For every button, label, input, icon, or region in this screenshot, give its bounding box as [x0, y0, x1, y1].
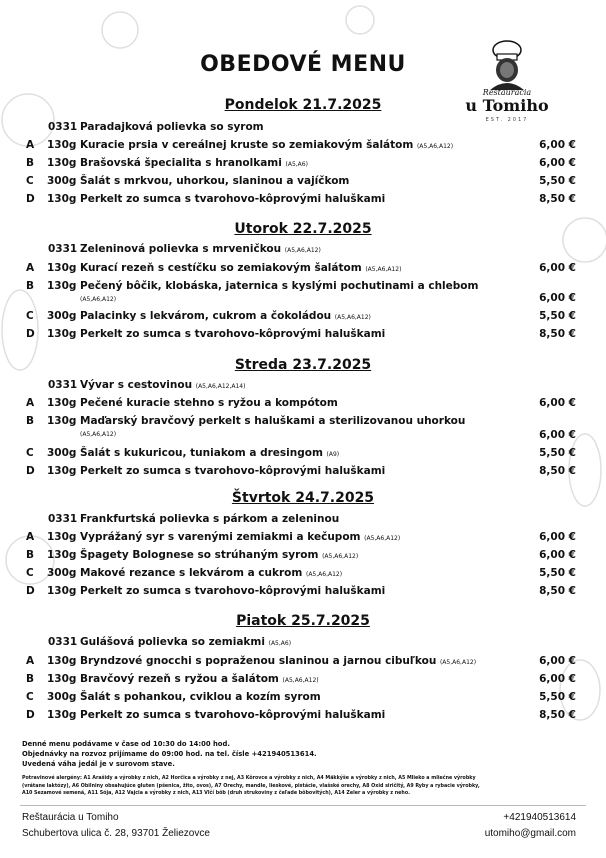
price: 6,00 € [539, 262, 576, 274]
menu-item-row: C 300g Makové rezance s lekvárom a cukrom (A5,A6,A12) 5,50 € [26, 567, 576, 579]
price: 5,50 € [539, 310, 576, 322]
price: 6,00 € [539, 157, 576, 169]
menu-item-row: B 130g Špagety Bolognese so strúhaným syrom (A5,A6,A12) 6,00 € [26, 549, 576, 561]
menu-item-row: A 130g Vyprážaný syr s varenými zemiakmi a kečupom (A5,A6,A12) 6,00 € [26, 531, 576, 543]
price-row [0, 292, 606, 308]
soup-weight: 0331 [48, 121, 78, 133]
menu-item-row: C 300g Šalát s kukuricou, tuniakom a dresingom (A9) 5,50 € [26, 447, 576, 459]
day-heading-thursday: Štvrtok 24.7.2025 [231, 490, 375, 506]
restaurant-logo [452, 38, 562, 128]
day-heading-wednesday: Streda 23.7.2025 [234, 357, 372, 373]
price: 6,00 € [539, 655, 576, 667]
price: 6,00 € [539, 139, 576, 151]
price: 6,00 € [539, 429, 576, 441]
day-heading-monday: Pondelok 21.7.2025 [224, 97, 382, 113]
menu-item-row: D 130g Perkelt zo sumca s tvarohovo-kôprovými haluškami 8,50 € [26, 585, 576, 597]
chef-icon [482, 40, 532, 90]
menu-item-row: B 130g Brašovská špecialita s hranolkami (A5,A6) 6,00 € [26, 157, 576, 169]
menu-item-row: C 300g Šalát s mrkvou, uhorkou, slaninou a vajíčkom 5,50 € [26, 175, 576, 187]
price-row [0, 429, 606, 445]
menu-item-row: A 130g Bryndzové gnocchi s popraženou slaninou a jarnou cibuľkou (A5,A6,A12) 6,00 € [26, 655, 576, 667]
menu-item-row: B 130g Bravčový rezeň s ryžou a šalátom (A5,A6,A12) 6,00 € [26, 673, 576, 685]
price: 6,00 € [539, 673, 576, 685]
price: 5,50 € [539, 175, 576, 187]
raw-weight-note: Uvedená váha jedál je v surovom stave. [22, 760, 175, 768]
menu-item-row: A 130g Kuracie prsia v cereálnej kruste so zemiakovým šalátom (A5,A6,A12) 6,00 € [26, 139, 576, 151]
menu-item-row: D 130g Perkelt zo sumca s tvarohovo-kôprovými haluškami 8,50 € [26, 193, 576, 205]
day-heading-friday: Piatok 25.7.2025 [236, 613, 370, 629]
price: 6,00 € [539, 531, 576, 543]
soup-row-thursday: 0331 Frankfurtská polievka s párkom a zeleninou [48, 513, 340, 525]
menu-item-row: C 300g Palacinky s lekvárom, cukrom a čokoládou (A5,A6,A12) 5,50 € [26, 310, 576, 322]
menu-item-row: D 130g Perkelt zo sumca s tvarohovo-kôprovými haluškami 8,50 € [26, 328, 576, 340]
soup-row-monday [0, 121, 606, 137]
logo-brand-name: u Tomiho [465, 96, 549, 115]
footer-restaurant-name: Reštaurácia u Tomiho [22, 812, 119, 823]
footer-divider [20, 805, 586, 806]
menu-item-row: D 130g Perkelt zo sumca s tvarohovo-kôprovými haluškami 8,50 € [26, 709, 576, 721]
allergens-legend: Potravinové alergény: A1 Arašidy a výrobky z nich, A2 Horčica a výrobky z nej, A3 Kôrovce a výrobky z nich, A4 Mäkkýše a výrobky z nich, A5 Mlieko a mliečne výrobky (vrátane laktózy), A6 Obilniny obsahujúce gluten (pšenica, žito, ovos), A7 Orechy, mandle, lieskové, pistácie, vlašské orechy, A8 Oxid siričitý, A9 Ryby a rybacie výrobky, A10 Sezamové semená, A11 Sója, A12 Vajcia a výrobky z nich, A13 Vlčí bôb (druh strukoviny z čeľade bôbovitých), A14 Zeler a výrobky z neho. [22, 776, 480, 796]
logo-script-text: Reštaurácia [482, 88, 532, 97]
menu-item-row: A 130g Pečené kuracie stehno s ryžou a kompótom 6,00 € [26, 397, 576, 409]
soup-row-friday: 0331 Gulášová polievka so zemiakmi (A5,A6) [48, 636, 292, 648]
price: 8,50 € [539, 328, 576, 340]
footer-address: Schubertova ulica č. 28, 93701 Želiezovce [22, 828, 210, 839]
service-hours-note: Denné menu podávame v čase od 10:30 do 14:00 hod. [22, 740, 230, 748]
menu-item-row: A 130g Kurací rezeň s cestíčku so zemiakovým šalátom (A5,A6,A12) 6,00 € [26, 262, 576, 274]
menu-item-row: B 130g Pečený bôčik, klobáska, jaternica s kyslými pochutinami a chlebom [26, 280, 479, 292]
footer-phone[interactable]: +421940513614 [503, 812, 576, 823]
price: 6,00 € [539, 292, 576, 304]
price: 8,50 € [539, 709, 576, 721]
footer-email[interactable]: utomiho@gmail.com [484, 828, 576, 839]
allergens-continuation: (A5,A6,A12) [80, 296, 117, 303]
allergens-continuation: (A5,A6,A12) [80, 431, 117, 438]
soup-name: Paradajková polievka so syrom [80, 121, 264, 133]
soup-row-wednesday: 0331 Vývar s cestovinou (A5,A6,A12,A14) [48, 379, 246, 391]
logo-established: EST. 2017 [485, 117, 529, 123]
soup-row-tuesday: 0331 Zeleninová polievka s mrveničkou (A5,A6,A12) [48, 243, 321, 255]
day-heading-tuesday: Utorok 22.7.2025 [234, 221, 372, 237]
menu-item-row: B 130g Maďarský bravčový perkelt s haluškami a sterilizovanou uhorkou [26, 415, 466, 427]
price: 8,50 € [539, 465, 576, 477]
price: 5,50 € [539, 691, 576, 703]
price: 6,00 € [539, 397, 576, 409]
menu-item-row: C 300g Šalát s pohankou, cviklou a kozím syrom 5,50 € [26, 691, 576, 703]
price: 6,00 € [539, 549, 576, 561]
menu-title: OBEDOVÉ MENU [200, 52, 406, 77]
price: 8,50 € [539, 585, 576, 597]
price: 5,50 € [539, 567, 576, 579]
menu-item-row: D 130g Perkelt zo sumca s tvarohovo-kôprovými haluškami 8,50 € [26, 465, 576, 477]
delivery-note: Objednávky na rozvoz prijímame do 09:00 hod. na tel. čísle +421940513614. [22, 750, 317, 758]
price: 8,50 € [539, 193, 576, 205]
price: 5,50 € [539, 447, 576, 459]
